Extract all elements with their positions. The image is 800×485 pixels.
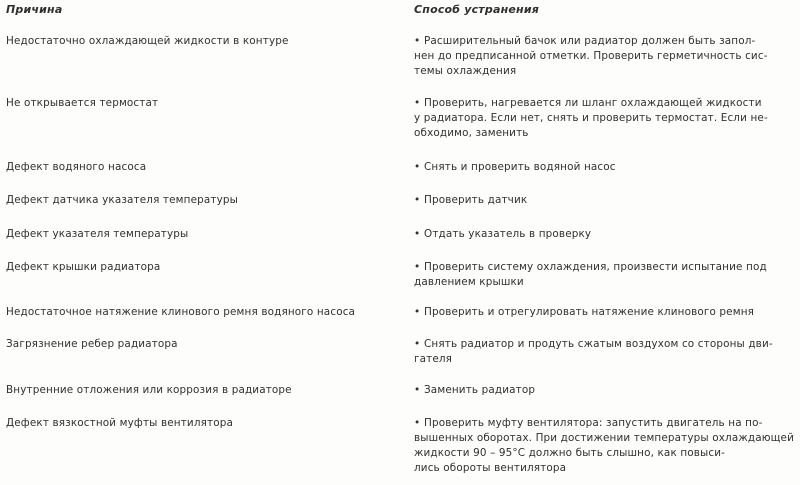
bullet-icon: • xyxy=(414,306,421,318)
fix-line: у радиатора. Если нет, снять и проверить термостат. Если не- xyxy=(414,112,768,124)
fix-line: жидкости 90 – 95°C должно быть слышно, как повыси- xyxy=(414,447,726,459)
fix-line: • Расширительный бачок или радиатор должен быть запол- xyxy=(414,35,756,47)
fix-line: обходимо, заменить xyxy=(414,127,529,139)
fix-text xyxy=(414,383,798,398)
bullet-icon: • xyxy=(414,194,421,206)
bullet-icon: • xyxy=(414,417,421,429)
cause-text: Дефект датчика указателя температуры xyxy=(6,194,239,206)
cause-text: Дефект вязкостной муфты вентилятора xyxy=(6,417,233,429)
fix-line: • Проверить муфту вентилятора: запустить двигатель на по- xyxy=(414,417,763,429)
fix-line: • Снять радиатор и продуть сжатым воздухом со стороны дви- xyxy=(414,338,773,350)
fix-text xyxy=(414,96,798,141)
column-header-fix: Способ устранения xyxy=(414,3,540,16)
cause-text: Дефект указателя температуры xyxy=(6,228,189,240)
bullet-icon: • xyxy=(414,35,421,47)
fix-line: • Отдать указатель в проверку xyxy=(414,228,592,240)
fix-text xyxy=(414,305,798,320)
fix-line: лись обороты вентилятора xyxy=(414,462,567,474)
fix-line: • Заменить радиатор xyxy=(414,384,536,396)
cause-text: Не открывается термостат xyxy=(6,97,159,109)
bullet-icon: • xyxy=(414,97,421,109)
fix-line: • Проверить, нагревается ли шланг охлаждающей жидкости xyxy=(414,97,762,109)
fix-text xyxy=(414,260,798,290)
bullet-icon: • xyxy=(414,161,421,173)
cause-text: Внутренние отложения или коррозия в радиаторе xyxy=(6,384,292,396)
fix-line: нен до предписанной отметки. Проверить герметичность сис- xyxy=(414,50,768,62)
table-header xyxy=(0,0,800,22)
bullet-icon: • xyxy=(414,228,421,240)
column-header-cause: Причина xyxy=(6,3,63,16)
fix-line: темы охлаждения xyxy=(414,65,517,77)
fix-text xyxy=(414,160,798,175)
cause-text: Дефект крышки радиатора xyxy=(6,261,161,273)
cause-text: Недостаточно охлаждающей жидкости в контуре xyxy=(6,35,289,47)
fix-text xyxy=(414,34,798,79)
fix-line: вышенных оборотах. При достижении температуры охлаждающей xyxy=(414,432,794,444)
bullet-icon: • xyxy=(414,384,421,396)
fix-text xyxy=(414,227,798,242)
fix-line: давлением крышки xyxy=(414,276,524,288)
fix-line: гателя xyxy=(414,353,453,365)
bullet-icon: • xyxy=(414,261,421,273)
cause-text: Загрязнение ребер радиатора xyxy=(6,338,178,350)
fix-text xyxy=(414,193,798,208)
cause-text: Недостаточное натяжение клинового ремня водяного насоса xyxy=(6,306,356,318)
bullet-icon: • xyxy=(414,338,421,350)
fix-text xyxy=(414,416,798,476)
fix-line: • Проверить и отрегулировать натяжение клинового ремня xyxy=(414,306,755,318)
fix-line: • Снять и проверить водяной насос xyxy=(414,161,616,173)
fix-line: • Проверить датчик xyxy=(414,194,528,206)
fix-line: • Проверить систему охлаждения, произвести испытание под xyxy=(414,261,767,273)
cause-text: Дефект водяного насоса xyxy=(6,161,147,173)
fix-text xyxy=(414,337,798,367)
